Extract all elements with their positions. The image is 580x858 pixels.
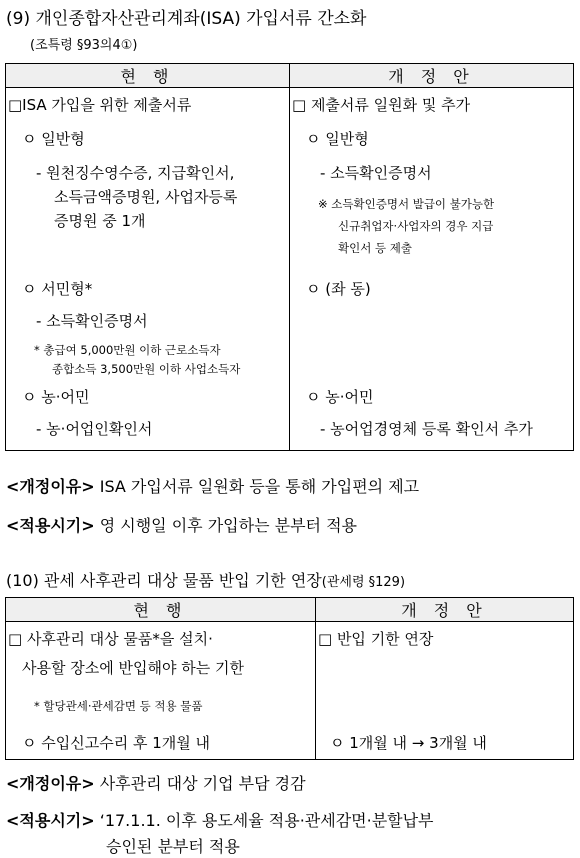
revised-heading: □ 제출서류 일원화 및 추가 xyxy=(292,96,471,114)
current-low-income-type: ㅇ 서민형* xyxy=(22,280,93,298)
header-revised: 개 정 안 xyxy=(316,598,574,622)
section10-title: (10) 관세 사후관리 대상 물품 반입 기한 연장 xyxy=(6,571,322,590)
revised-general-note-cont: 신규취업자·사업자의 경우 지급 xyxy=(338,219,494,233)
section10-timing xyxy=(6,808,434,831)
current-column xyxy=(6,622,316,760)
revised-farmer-type: ㅇ 농·어민 xyxy=(306,388,374,406)
current-general-docs: - 원천징수영수증, 지급확인서, xyxy=(36,164,235,182)
section9-reason-label: <개정이유> xyxy=(6,477,95,496)
current-general-docs-cont2: 증명원 중 1개 xyxy=(54,212,146,230)
current-farmer-docs: - 농·어업인확인서 xyxy=(36,420,153,438)
revised-general-docs: - 소득확인증명서 xyxy=(320,164,432,182)
section9-reason-text: ISA 가입서류 일원화 등을 통해 가입편의 제고 xyxy=(94,477,420,496)
revised-column xyxy=(290,88,574,451)
current-low-income-note: * 총급여 5,000만원 이하 근로소득자 xyxy=(34,343,221,357)
header-current: 현 행 xyxy=(6,64,290,88)
current-heading: □ISA 가입을 위한 제출서류 xyxy=(8,96,192,114)
current-general-docs-cont: 소득금액증명원, 사업자등록 xyxy=(54,188,238,206)
current-heading: □ 사후관리 대상 물품*을 설치· xyxy=(8,630,213,648)
header-revised: 개 정 안 xyxy=(290,64,574,88)
section10-legal-reference: (관세령 §129) xyxy=(321,575,406,590)
section9-timing-text: 영 시행일 이후 가입하는 분부터 적용 xyxy=(94,516,357,535)
current-low-income-note-cont: 종합소득 3,500만원 이하 사업소득자 xyxy=(52,362,241,376)
current-general-type: ㅇ 일반형 xyxy=(22,130,85,148)
section9-comparison-table xyxy=(5,63,574,451)
current-heading-cont: 사용할 장소에 반입해야 하는 기한 xyxy=(22,659,244,677)
section9-timing-label: <적용시기> xyxy=(6,516,95,535)
revised-general-note: ※ 소득확인증명서 발급이 불가능한 xyxy=(318,197,495,211)
section9-legal-reference: (조특령 §93의4①) xyxy=(30,38,138,53)
section10-timing-label: <적용시기> xyxy=(6,811,95,830)
revised-deadline: ㅇ 1개월 내 → 3개월 내 xyxy=(330,734,487,752)
section10-reason-label: <개정이유> xyxy=(6,774,95,793)
revised-heading: □ 반입 기한 연장 xyxy=(318,630,434,648)
section10-timing-cont: 승인된 분부터 적용 xyxy=(106,837,240,856)
revised-general-type: ㅇ 일반형 xyxy=(306,130,369,148)
section10-timing-text: ‘17.1.1. 이후 용도세율 적용·관세감면·분할납부 xyxy=(94,811,434,830)
section10-reason-text: 사후관리 대상 기업 부담 경감 xyxy=(94,774,306,793)
revised-column xyxy=(316,622,574,760)
section9-reason xyxy=(6,474,419,497)
revised-farmer-docs: - 농어업경영체 등록 확인서 추가 xyxy=(320,420,533,438)
section10-reason xyxy=(6,771,306,794)
section10-comparison-table xyxy=(5,597,574,760)
current-column xyxy=(6,88,290,451)
current-low-income-docs: - 소득확인증명서 xyxy=(36,312,148,330)
section9-timing xyxy=(6,513,357,536)
current-deadline: ㅇ 수입신고수리 후 1개월 내 xyxy=(22,734,211,752)
header-current: 현 행 xyxy=(6,598,316,622)
revised-low-income-same: ㅇ (좌 동) xyxy=(306,280,371,298)
revised-general-note-cont2: 확인서 등 제출 xyxy=(338,241,412,255)
current-note: * 할당관세·관세감면 등 적용 물품 xyxy=(34,699,203,713)
section10-title-line xyxy=(6,568,405,591)
section9-title: (9) 개인종합자산관리계좌(ISA) 가입서류 간소화 xyxy=(6,9,367,29)
current-farmer-type: ㅇ 농·어민 xyxy=(22,388,90,406)
